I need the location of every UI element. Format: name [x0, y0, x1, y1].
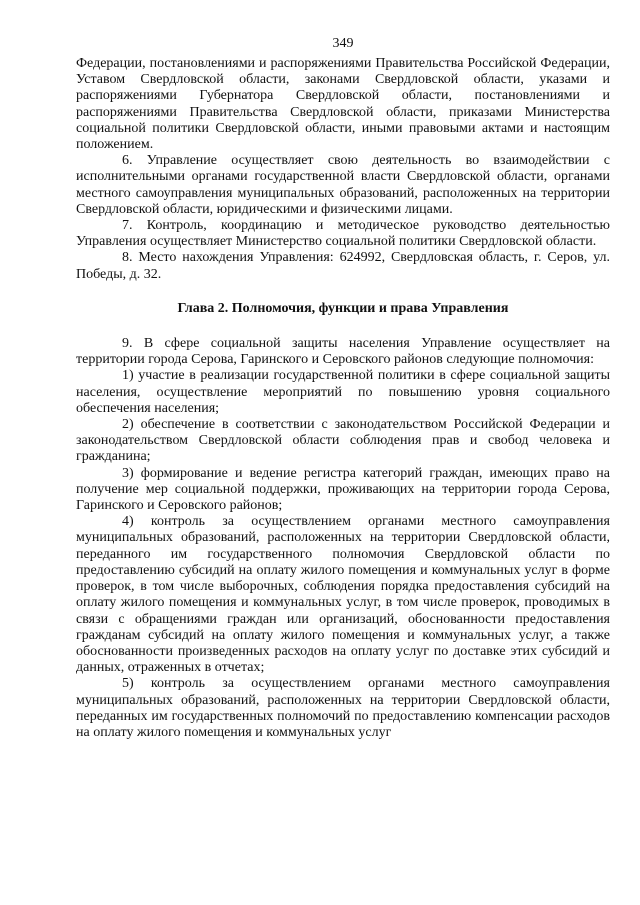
document-page — [76, 36, 610, 741]
list-item-1: 1) участие в реализации государственной политики в сфере социальной защиты населения, осуществление мероприятий по повышению уровня социального обеспечения населения; — [76, 368, 610, 416]
list-item-4: 4) контроль за осуществлением органами местного самоуправления муниципальных образований, расположенных на территории Свердловской области, переданного им государственного полномочия Свердловской области по предоставлению субсидий на оплату жилого помещения и коммунальных услуг в форме проверок, в том числе выборочных, соблюдения порядка предоставления субсидий на оплату жилого помещения и коммунальных услуг, в том числе проверок, проводимых в связи с обращениями граждан или организаций, обоснованности предоставления гражданам субсидий на оплату жилого помещения и коммунальных услуг, а также обоснованности произведенных расходов на оплату услуг по доставке этих субсидий и данных, отраженных в отчетах; — [76, 514, 610, 676]
paragraph-8: 8. Место нахождения Управления: 624992, Свердловская область, г. Серов, ул. Победы, д. 32. — [76, 250, 610, 282]
paragraph-6: 6. Управление осуществляет свою деятельность во взаимодействии с исполнительными органами государственной власти Свердловской области, органами местного самоуправления муниципальных образований, расположенных на территории Свердловской области, юридическими и физическими лицами. — [76, 153, 610, 217]
paragraph-continuation: Федерации, постановлениями и распоряжениями Правительства Российской Федерации, Уставом Свердловской области, законами Свердловской области, указами и распоряжениями Губернатора Свердловской области, постановлениями и распоряжениями Правительства Свердловской области, приказами Министерства социальной политики Свердловской области, иными правовыми актами и настоящим положением. — [76, 56, 610, 153]
paragraph-9: 9. В сфере социальной защиты населения Управление осуществляет на территории города Серова, Гаринского и Серовского районов следующие полномочия: — [76, 336, 610, 368]
paragraph-7: 7. Контроль, координацию и методическое руководство деятельностью Управления осуществляет Министерство социальной политики Свердловской области. — [76, 218, 610, 250]
list-item-3: 3) формирование и ведение регистра категорий граждан, имеющих право на получение мер социальной поддержки, проживающих на территории города Серова, Гаринского и Серовского районов; — [76, 465, 610, 514]
list-item-5: 5) контроль за осуществлением органами местного самоуправления муниципальных образований, расположенных на территории Свердловской области, переданных им государственных полномочий по предоставлению компенсации расходов на оплату жилого помещения и коммунальных услуг — [76, 676, 610, 740]
chapter-heading: Глава 2. Полномочия, функции и права Управления — [177, 300, 509, 316]
list-item-2: 2) обеспечение в соответствии с законодательством Российской Федерации и законодательством Свердловской области соблюдения прав и свобод человека и гражданина; — [76, 417, 610, 465]
page-number: 349 — [332, 36, 354, 51]
